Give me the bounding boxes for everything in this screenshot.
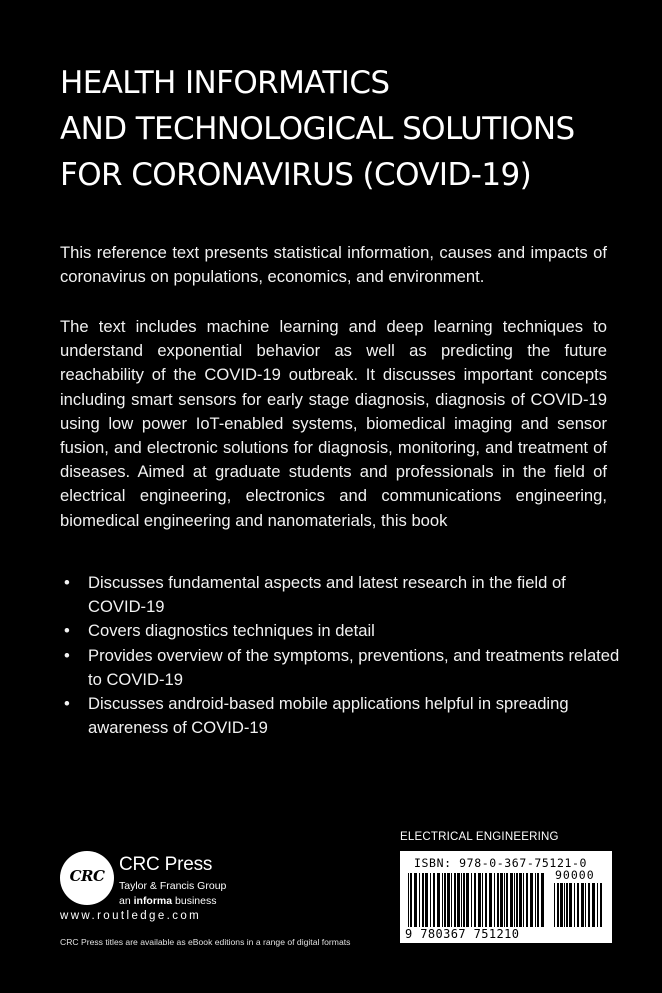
barcode-bar	[554, 883, 555, 927]
barcode-bar	[457, 873, 460, 927]
isbn-text: ISBN: 978-0-367-75121-0	[414, 856, 588, 870]
barcode-bar	[408, 873, 409, 927]
title-line-2: AND TECHNOLOGICAL SOLUTIONS	[60, 111, 575, 147]
subject-category: ELECTRICAL ENGINEERING	[400, 831, 559, 843]
barcode-bar	[451, 873, 452, 927]
list-item-text: Discusses fundamental aspects and latest research in the field of COVID-19	[88, 573, 566, 617]
barcode-bar	[566, 883, 568, 927]
informa-line	[119, 895, 216, 907]
barcode-bar	[485, 873, 487, 927]
barcode-bar	[592, 883, 595, 927]
barcode-bar	[471, 873, 472, 927]
title-line-3: FOR CORONAVIRUS (COVID-19)	[60, 157, 532, 193]
barcode-bar	[444, 873, 446, 927]
barcode-bar	[560, 883, 563, 927]
list-item-text: Covers diagnostics techniques in detail	[88, 621, 375, 641]
ebook-note: CRC Press titles are available as eBook editions in a range of digital formats	[60, 937, 351, 947]
barcode-bar	[482, 873, 483, 927]
informa-suffix: business	[172, 895, 217, 907]
barcode-bar	[581, 883, 584, 927]
barcode-bar	[478, 873, 481, 927]
barcode-bar	[422, 873, 424, 927]
barcode-bar	[461, 873, 462, 927]
barcode-bar	[514, 873, 515, 927]
barcode-bar	[526, 873, 528, 927]
barcode-bar	[437, 873, 440, 927]
barcode-bar	[433, 873, 435, 927]
barcode-bar	[519, 873, 522, 927]
barcode-bar	[430, 873, 431, 927]
title-line-1: HEALTH INFORMATICS	[60, 65, 390, 101]
bullet-icon: •	[64, 573, 70, 592]
informa-bold: informa	[133, 895, 173, 907]
publisher-name: CRC Press	[119, 854, 213, 875]
barcode-bar	[466, 873, 469, 927]
barcode-bar	[489, 873, 492, 927]
barcode-bar	[530, 873, 533, 927]
book-title	[60, 60, 620, 198]
bullet-icon: •	[64, 694, 70, 714]
list-item-text: Provides overview of the symptoms, preventions, and treatments related to COVID-19	[88, 645, 620, 689]
barcode-bar	[494, 873, 495, 927]
barcode-bar	[474, 873, 476, 927]
barcode-bar	[510, 873, 513, 927]
barcode-bar	[557, 883, 559, 927]
barcode-bar	[588, 883, 590, 927]
barcode-bar	[564, 883, 565, 927]
barcode-bar	[463, 873, 465, 927]
ean-barcode-bars	[408, 873, 548, 927]
barcode-bar	[516, 873, 518, 927]
list-item	[60, 571, 620, 619]
barcode-bar	[504, 873, 505, 927]
barcode-bar	[523, 873, 524, 927]
description-paragraph-1: This reference text presents statistical information, causes and impacts of coronavirus on populations, economics, and environment.	[60, 243, 607, 287]
barcode-bar	[585, 883, 586, 927]
barcode-bar	[577, 883, 579, 927]
barcode-bar	[447, 873, 450, 927]
ean-digits: 9 780367 751210	[405, 927, 520, 941]
crc-logo-icon	[60, 851, 114, 905]
barcode-bar	[454, 873, 456, 927]
barcode-bar	[574, 883, 575, 927]
barcode-bar	[600, 883, 602, 927]
barcode-bar	[541, 873, 544, 927]
barcode-bar	[569, 883, 572, 927]
logo-text: CRC	[69, 867, 105, 885]
publisher-website: www.routledge.com	[60, 910, 202, 922]
bullet-icon: •	[64, 645, 70, 665]
addon-barcode-bars	[554, 883, 604, 927]
barcode-bar	[442, 873, 443, 927]
barcode-bar	[410, 873, 412, 927]
description-paragraph-2: The text includes machine learning and deep learning techniques to understand exponential behavior as well as predicting the future reachability of the COVID-19 outbreak. It discusses important concepts including smart sensors for early stage diagnosis, diagnosis of COVID-19 using low power IoT-enabled systems, biomedical imaging and sensor fusion, and electronic solutions for diagnosis, monitoring, and treatment of diseases. Aimed at graduate students and professionals in the field of electrical engineering, electronics and communications engineering, biomedical engineering and nanomaterials, this book	[60, 317, 607, 530]
publisher-group: Taylor & Francis Group	[119, 880, 227, 892]
barcode-bar	[535, 873, 536, 927]
list-item	[60, 692, 620, 740]
barcode-bar	[597, 883, 598, 927]
list-item	[60, 644, 620, 692]
list-item	[60, 619, 620, 643]
feature-list	[60, 571, 620, 740]
barcode-bar	[537, 873, 539, 927]
barcode-bar	[506, 873, 508, 927]
barcode-bar	[414, 873, 417, 927]
barcode-bar	[497, 873, 499, 927]
informa-prefix: an	[119, 895, 134, 907]
list-item-text: Discusses android-based mobile applications helpful in spreading awareness of COVID-19	[88, 694, 569, 738]
price-code: 90000	[555, 868, 595, 882]
bullet-icon: •	[64, 621, 70, 641]
barcode-bar	[425, 873, 428, 927]
barcode	[400, 851, 612, 943]
barcode-bar	[500, 873, 503, 927]
barcode-bar	[419, 873, 420, 927]
